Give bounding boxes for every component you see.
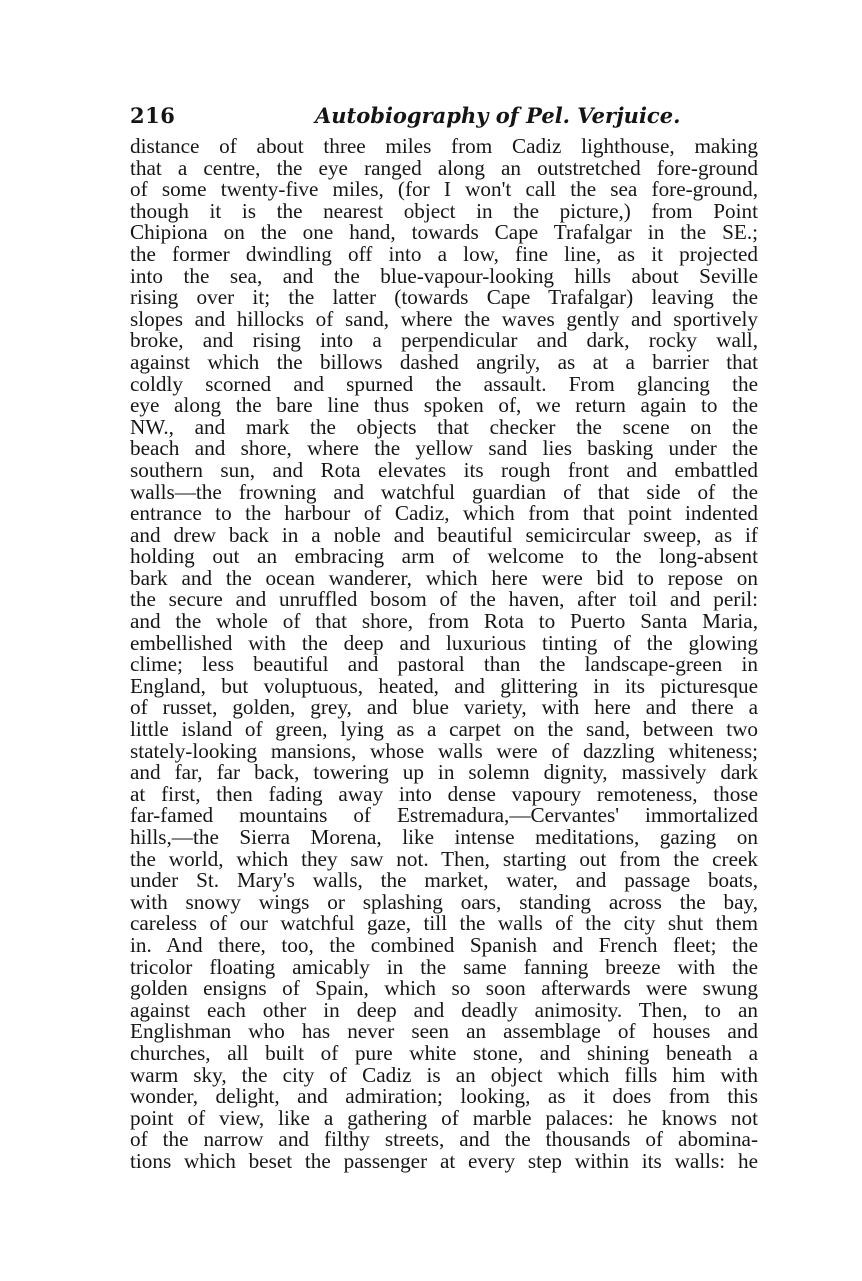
- text-line: southern sun, and Rota elevates its rough front and embattled: [130, 457, 758, 482]
- text-line: clime; less beautiful and pastoral than the landscape-green in: [130, 652, 758, 677]
- text-line: churches, all built of pure white stone, and shining beneath a: [130, 1040, 758, 1065]
- text-line: distance of about three miles from Cadiz lighthouse, making: [130, 134, 758, 158]
- text-line: hills,—the Sierra Morena, like intense meditations, gazing on: [130, 825, 758, 849]
- text-line: golden ensigns of Spain, which so soon afterwards were swung: [130, 976, 758, 1001]
- text-line: England, but voluptuous, heated, and glittering in its picturesque: [130, 673, 758, 698]
- text-line: bark and the ocean wanderer, which here were bid to repose on: [130, 565, 758, 590]
- text-line: under St. Mary's walls, the market, water, and passage boats,: [130, 868, 758, 893]
- text-line: beach and shore, where the yellow sand lies basking under the: [130, 436, 758, 461]
- text-line: eye along the bare line thus spoken of, we return again to the: [130, 393, 758, 418]
- text-line: embellished with the deep and luxurious tinting of the glowing: [130, 630, 758, 655]
- text-line: warm sky, the city of Cadiz is an object which fills him with: [130, 1062, 758, 1087]
- text-line: tricolor floating amicably in the same fanning breeze with the: [130, 954, 758, 979]
- text-line: holding out an embracing arm of welcome to the long-absent: [130, 544, 758, 569]
- text-line: at first, then fading away into dense vapoury remoteness, those: [130, 781, 758, 806]
- text-line: Englishman who has never seen an assemblage of houses and: [130, 1019, 758, 1044]
- text-line: of some twenty-five miles, (for I won't call the sea fore-ground,: [130, 177, 758, 202]
- text-line: and the whole of that shore, from Rota to Puerto Santa Maria,: [130, 609, 758, 634]
- text-line: Chipiona on the one hand, towards Cape Trafalgar in the SE.;: [130, 220, 758, 245]
- text-line: the former dwindling off into a low, fine line, as it projected: [130, 241, 758, 266]
- text-line: and far, far back, towering up in solemn dignity, massively dark: [130, 760, 758, 785]
- text-line: slopes and hillocks of sand, where the waves gently and sportively: [130, 306, 758, 331]
- text-line: broke, and rising into a perpendicular and dark, rocky wall,: [130, 328, 758, 353]
- body-text: [130, 136, 758, 1173]
- text-line: the world, which they saw not. Then, starting out from the creek: [130, 846, 758, 871]
- text-line: with snowy wings or splashing oars, standing across the bay,: [130, 889, 758, 914]
- text-line: coldly scorned and spurned the assault. From glancing the: [130, 371, 758, 396]
- text-line: though it is the nearest object in the picture,) from Point: [130, 198, 758, 223]
- text-line: in. And there, too, the combined Spanish and French fleet; the: [130, 932, 758, 957]
- text-line: NW., and mark the objects that checker the scene on the: [130, 414, 758, 439]
- text-line: point of view, like a gathering of marble palaces: he knows not: [130, 1105, 758, 1130]
- text-line: tions which beset the passenger at every step within its walls: he: [130, 1148, 758, 1173]
- page-header: [130, 103, 760, 135]
- text-line: wonder, delight, and admiration; looking, as it does from this: [130, 1084, 758, 1109]
- text-line: of russet, golden, grey, and blue variety, with here and there a: [130, 695, 758, 720]
- text-line: walls—the frowning and watchful guardian of that side of the: [130, 479, 758, 504]
- text-line: against which the billows dashed angrily, as at a barrier that: [130, 349, 758, 374]
- text-line: and drew back in a noble and beautiful semicircular sweep, as if: [130, 522, 758, 547]
- page-number: 216: [130, 103, 176, 128]
- running-title: Autobiography of Pel. Verjuice.: [315, 103, 681, 128]
- text-line: entrance to the harbour of Cadiz, which from that point indented: [130, 501, 758, 526]
- text-line: little island of green, lying as a carpet on the sand, between two: [130, 717, 758, 742]
- text-line: rising over it; the latter (towards Cape Trafalgar) leaving the: [130, 285, 758, 310]
- text-line: against each other in deep and deadly animosity. Then, to an: [130, 997, 758, 1022]
- text-line: stately-looking mansions, whose walls were of dazzling whiteness;: [130, 738, 758, 763]
- text-line: careless of our watchful gaze, till the walls of the city shut them: [130, 911, 758, 936]
- text-line: far-famed mountains of Estremadura,—Cervantes' immortalized: [130, 803, 758, 828]
- text-line: that a centre, the eye ranged along an outstretched fore-ground: [130, 155, 758, 180]
- text-line: into the sea, and the blue-vapour-looking hills about Seville: [130, 263, 758, 288]
- text-line: of the narrow and filthy streets, and the thousands of abomina-: [130, 1127, 758, 1152]
- text-line: the secure and unruffled bosom of the haven, after toil and peril:: [130, 587, 758, 612]
